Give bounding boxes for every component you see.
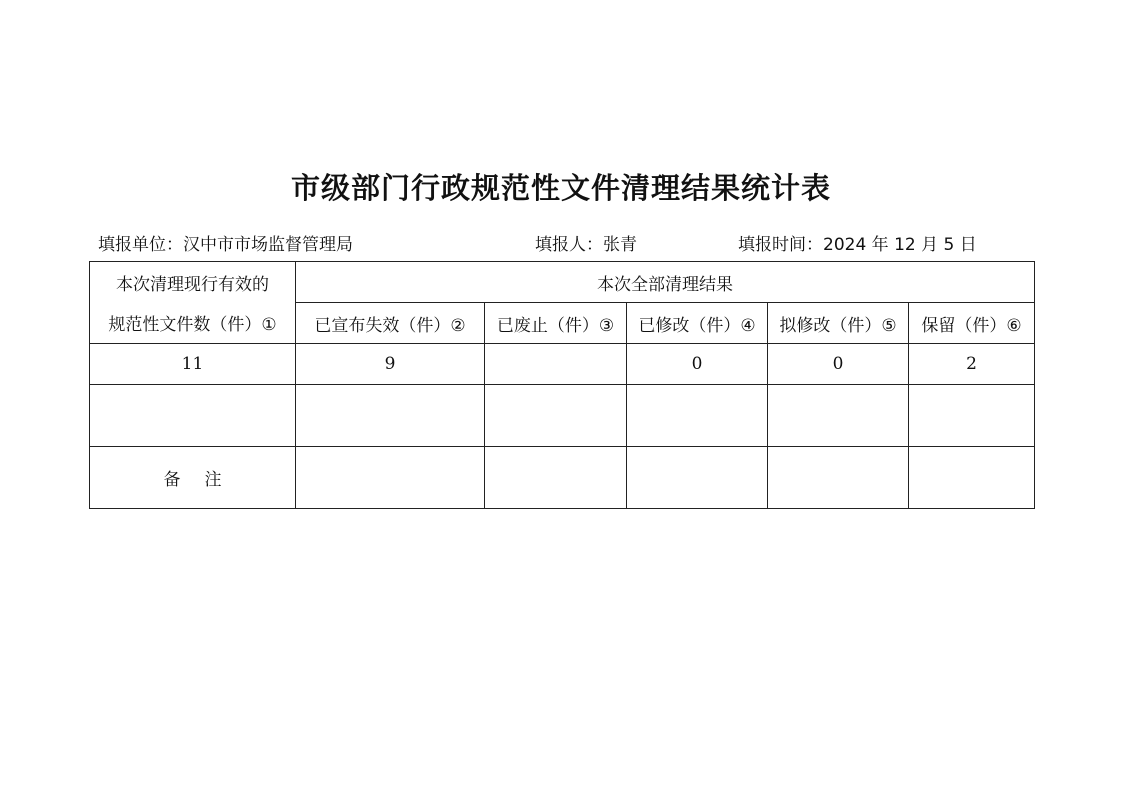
value-valid-count: 11 (90, 344, 296, 385)
fill-date: 填报时间：2024 年 12 月 5 日 (738, 235, 977, 255)
empty-cell (768, 385, 909, 447)
subheader-abolished: 已废止（件）③ (485, 303, 627, 344)
header-valid-count-line2: 规范性文件数（件）① (90, 303, 296, 344)
table-row-remarks (90, 447, 1035, 509)
table-header-row (90, 262, 1035, 303)
remark-cell (485, 447, 627, 509)
table-subheader-row (90, 303, 1035, 344)
fill-person: 填报人：张青 (535, 235, 637, 255)
empty-cell (627, 385, 768, 447)
statistics-table (89, 261, 1035, 509)
empty-cell (909, 385, 1035, 447)
value-declared-invalid: 9 (296, 344, 485, 385)
empty-cell (296, 385, 485, 447)
subheader-declared-invalid: 已宣布失效（件）② (296, 303, 485, 344)
table-row (90, 344, 1035, 385)
value-to-be-amended: 0 (768, 344, 909, 385)
fill-unit: 填报单位：汉中市市场监督管理局 (98, 235, 353, 255)
subheader-amended: 已修改（件）④ (627, 303, 768, 344)
subheader-to-be-amended: 拟修改（件）⑤ (768, 303, 909, 344)
subheader-retained: 保留（件）⑥ (909, 303, 1035, 344)
remark-cell (627, 447, 768, 509)
remark-label (90, 447, 296, 509)
header-valid-count-line1: 本次清理现行有效的 (90, 262, 296, 303)
document-title: 市级部门行政规范性文件清理结果统计表 (290, 171, 831, 205)
remark-cell (909, 447, 1035, 509)
remark-cell (768, 447, 909, 509)
remark-cell (296, 447, 485, 509)
header-group-results: 本次全部清理结果 (296, 262, 1035, 303)
empty-cell (90, 385, 296, 447)
empty-cell (485, 385, 627, 447)
table-row-empty (90, 385, 1035, 447)
value-amended: 0 (627, 344, 768, 385)
remark-label-text: 备注 (163, 470, 246, 490)
value-retained: 2 (909, 344, 1035, 385)
value-abolished (485, 344, 627, 385)
